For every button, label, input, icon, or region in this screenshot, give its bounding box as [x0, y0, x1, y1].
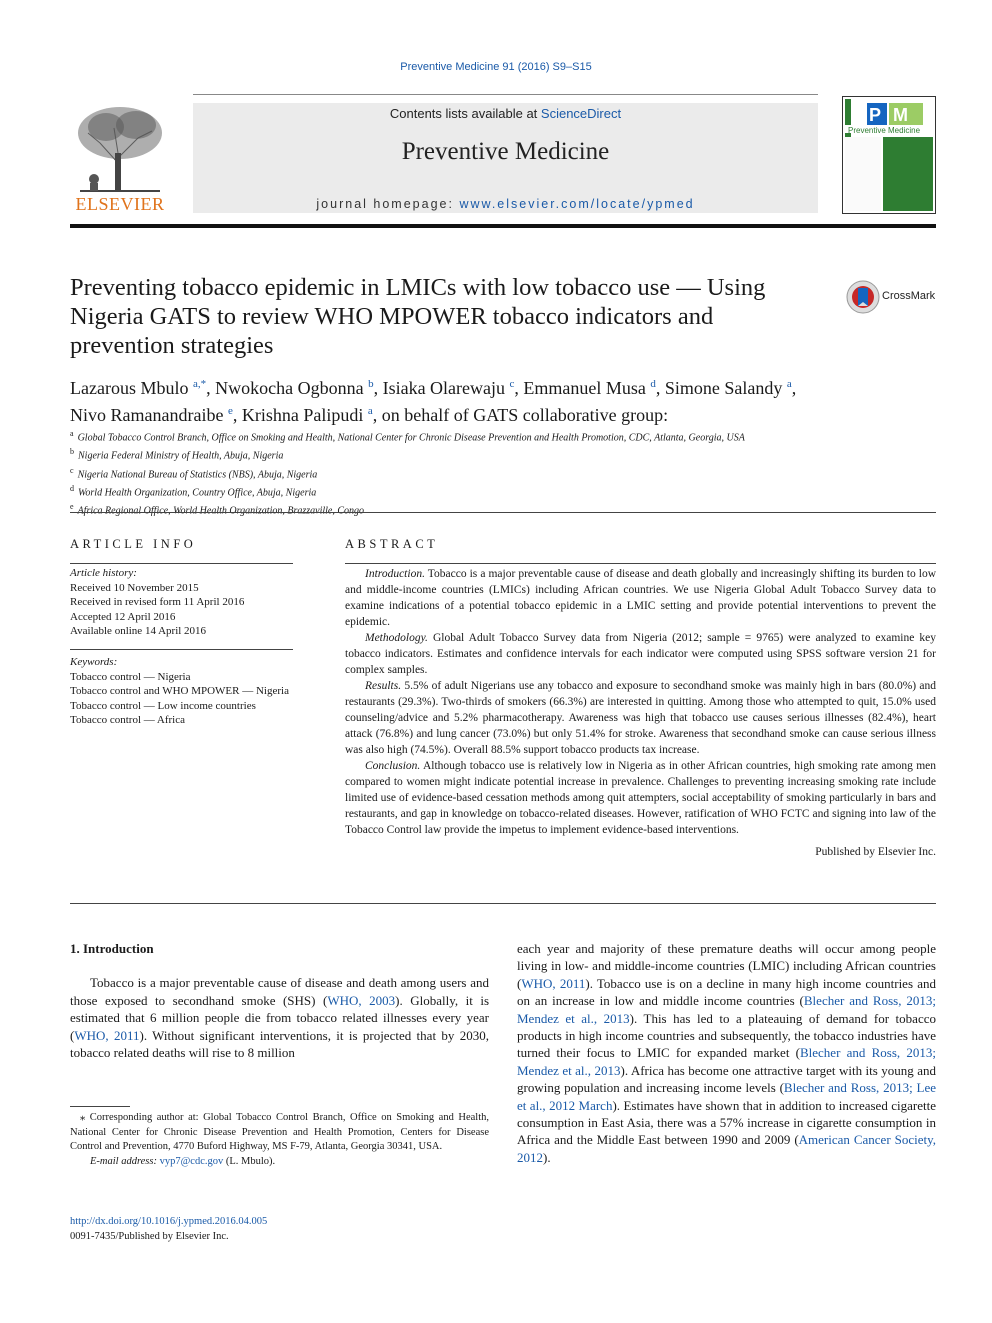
body-text: ). Tobacco use is on a decline in many high income countries and on an increase in low and middle income countries (	[517, 975, 936, 1009]
citation-link[interactable]: Blecher and Ross, 2013; Lee et al., 2012 March	[517, 1080, 936, 1113]
keyword-item: Tobacco control — Low income countries	[70, 699, 256, 712]
body-text: Tobacco is a major preventable cause of disease and death among users and those exposed to secondhand smoke (SHS) (	[70, 975, 489, 1008]
keywords-label: Keywords:	[70, 656, 118, 668]
abstract-rule	[345, 563, 936, 564]
section-heading: 1. Introduction	[70, 941, 154, 956]
journal-homepage	[193, 197, 818, 211]
issn-line: 0091-7435/Published by Elsevier Inc.	[70, 1230, 229, 1242]
homepage-prefix: journal homepage:	[316, 197, 460, 211]
author-name[interactable]: Nivo Ramanandraibe	[70, 405, 228, 425]
footnote-rule	[70, 1106, 130, 1107]
cover-title: Preventive Medicine	[848, 126, 921, 135]
abstract-label: Results.	[365, 680, 402, 692]
history-item: Accepted 12 April 2016	[70, 610, 176, 623]
abstract-paragraph	[345, 630, 936, 678]
history-item: Received in revised form 11 April 2016	[70, 596, 245, 608]
affiliation-key: b	[70, 447, 74, 457]
abstract-label: Methodology.	[365, 632, 428, 644]
author-name[interactable]: Lazarous Mbulo	[70, 378, 193, 398]
author-separator: ,	[514, 378, 524, 398]
doi-block	[70, 1215, 267, 1244]
body-right-column	[517, 940, 936, 1166]
citation-link[interactable]: WHO, 2011	[521, 975, 586, 991]
affiliation-key: d	[70, 483, 74, 493]
abstract-paragraph	[345, 566, 936, 630]
body-left-column	[70, 940, 489, 1061]
journal-name: Preventive Medicine	[401, 138, 610, 165]
keywords-rule	[70, 649, 293, 650]
author-separator: , on behalf of GATS collaborative group:	[372, 405, 669, 425]
affiliation-item	[70, 482, 936, 500]
citation-link[interactable]: Blecher and Ross, 2013; Mendez et al., 2013	[517, 993, 936, 1026]
author-name[interactable]: Nwokocha Ogbonna	[215, 378, 369, 398]
homepage-link[interactable]: www.elsevier.com/locate/ypmed	[459, 197, 695, 211]
keyword-item: Tobacco control — Africa	[70, 714, 185, 726]
citation-link[interactable]: WHO, 2011	[74, 1027, 140, 1043]
body-text: ). This has led to a plateauing of demand for tobacco products in high income countries and subsequently, the tobacco industries have turned their focus to LMIC for expanded market (	[517, 1010, 936, 1061]
article-info-rule	[70, 563, 293, 564]
affiliation-text: Nigeria National Bureau of Statistics (NBS), Abuja, Nigeria	[77, 468, 318, 480]
affiliation-rule	[70, 512, 936, 513]
email-link[interactable]: vyp7@cdc.gov	[159, 1155, 224, 1167]
author-name[interactable]: Emmanuel Musa	[523, 378, 651, 398]
svg-text:M: M	[893, 105, 908, 125]
abstract-paragraph	[345, 678, 936, 758]
elsevier-tree-icon	[70, 103, 170, 195]
email-suffix: (L. Mbulo).	[223, 1155, 276, 1167]
abstract-body	[345, 566, 936, 860]
email-label: E-mail address:	[90, 1155, 157, 1167]
author-name[interactable]: Krishna Palipudi	[241, 405, 368, 425]
history-item: Available online 14 April 2016	[70, 625, 207, 637]
body-text: ). Without significant interventions, it is projected that by 2030, tobacco related deaths will rise to 8 million	[70, 1027, 489, 1061]
citation-link[interactable]: American Cancer Society, 2012	[517, 1132, 936, 1165]
crossmark-label: CrossMark	[882, 290, 936, 302]
author-separator: ,	[232, 405, 242, 425]
author-separator: ,	[206, 378, 216, 398]
crossmark-button[interactable]	[846, 280, 936, 316]
affiliation-item	[70, 464, 936, 482]
citation-link[interactable]: Blecher and Ross, 2013; Mendez et al., 2013	[517, 1045, 936, 1078]
contents-line	[193, 106, 818, 121]
keyword-item: Tobacco control — Nigeria	[70, 670, 191, 683]
abstract-text: Global Adult Tobacco Survey data from Nigeria (2012; sample = 9765) were analyzed to examine key tobacco indicators. Estimates and confidence intervals for each indicator were computed using SPSS software version 21 for complex samples.	[345, 632, 936, 676]
article-info-heading: ARTICLE INFO	[70, 537, 197, 551]
abstract-heading: ABSTRACT	[345, 537, 439, 551]
affiliation-item	[70, 445, 936, 463]
author-affiliation-marker[interactable]: a	[367, 405, 373, 417]
elsevier-logo	[70, 103, 170, 213]
affiliation-text: Global Tobacco Control Branch, Office on Smoking and Health, National Center for Chronic Disease Prevention and Health Promotion, CDC, Atlanta, Georgia, USA	[77, 432, 745, 444]
affiliation-key: a	[70, 429, 74, 438]
author-list	[70, 373, 936, 427]
abstract-label: Introduction.	[365, 568, 425, 580]
abstract-text: Although tobacco use is relatively low in Nigeria as in other African countries, high smoking rate among men compared to women might indicate potential increase in prevalence. Challenges to preventing increasing smoking rate include limited use of evidence-based cessation methods among quit attempters, social acceptability of smoking particularly in bars and restaurants, and gap in knowledge on tobacco-related diseases. However, ratification of WHO FCTC and signing into law of the Tobacco Control law provide the impetus to implement evidence-based interventions.	[345, 760, 936, 836]
body-text: each year and majority of these premature deaths will occur among people living in low- and middle-income countries (LMIC) including African countries (	[517, 941, 936, 991]
author-name[interactable]: Simone Salandy	[664, 378, 787, 398]
author-separator: ,	[655, 378, 665, 398]
article-info	[70, 566, 293, 639]
affiliation-item	[70, 500, 936, 518]
article-title: Preventing tobacco epidemic in LMICs with low tobacco use — Using Nigeria GATS to review WHO MPOWER tobacco indicators and prevention strategies	[70, 274, 766, 359]
abstract-paragraph	[345, 758, 936, 838]
header-rule	[193, 94, 818, 95]
author-affiliation-marker[interactable]: d	[650, 378, 656, 390]
keywords	[70, 655, 293, 728]
email-line	[70, 1155, 489, 1170]
journal-citation[interactable]: Preventive Medicine 91 (2016) S9–S15	[400, 61, 592, 73]
affiliation-item	[70, 427, 936, 445]
journal-cover-image	[843, 97, 935, 213]
published-by: Published by Elsevier Inc.	[815, 846, 936, 858]
contents-prefix: Contents lists available at	[389, 106, 541, 121]
author-affiliation-marker[interactable]: a,*	[192, 378, 207, 390]
journal-banner	[193, 103, 818, 213]
body-paragraph	[70, 974, 489, 1061]
abstract-text: 5.5% of adult Nigerians use any tobacco and exposure to secondhand smoke was mainly high in bars (80.0%) and restaurants (29.3%). Two-thirds of smokers (66.3%) are interested in quitting. Among those who attempted to quit, 15.0% used counseling/advice and 5.2% pharmacotherapy. Awareness was high that tobacco use causes serious illnesses (82.4%), heart attack (76.8%) and lung cancer (73.0%) but only 51.4% for stroke. Awareness that secondhand smoke can cause serious illness was also high (74.5%). Overall 88.5% support tobacco products tax increase.	[345, 680, 936, 756]
header-thick-rule	[70, 224, 936, 228]
abstract-label: Conclusion.	[365, 760, 421, 772]
corresponding-author: ⁎ Corresponding author at: Global Tobacco Control Branch, Office on Smoking and Health, National Center for Chronic Disease Prevention and Health Promotion, Centers for Disease Control and Prevention, 4770 Buford Highway, MS F-79, Atlanta, Georgia 30341, USA.	[70, 1112, 489, 1152]
affiliations	[70, 427, 936, 519]
doi-link[interactable]: http://dx.doi.org/10.1016/j.ypmed.2016.04.005	[70, 1216, 268, 1227]
body-text: ). Globally, it is estimated that 6 million people die from tobacco related illnesses every year (	[70, 992, 490, 1043]
body-text: ). Africa has become one attractive target with its young and growing population and increasing income levels (	[517, 1062, 936, 1096]
crossmark-icon	[846, 280, 880, 314]
body-text: ). Estimates have shown that in addition to increased cigarette consumption in East Asia, there was a 57% increase in cigarette consumption in Africa and the Middle East between 1990 and 2009 (	[517, 1097, 936, 1148]
affiliation-key: e	[70, 502, 74, 512]
affiliation-text: World Health Organization, Country Office, Abuja, Nigeria	[78, 487, 317, 499]
affiliation-key: c	[70, 465, 74, 475]
author-separator: ,	[791, 378, 797, 398]
author-name[interactable]: Isiaka Olarewaju	[382, 378, 510, 398]
author-affiliation-marker[interactable]: c	[509, 378, 515, 390]
body-paragraph	[517, 940, 936, 1166]
sciencedirect-link[interactable]: ScienceDirect	[540, 106, 622, 121]
journal-cover	[842, 96, 936, 214]
author-separator: ,	[373, 378, 383, 398]
abstract-text: Tobacco is a major preventable cause of disease and death globally and increasingly shifting its burden to low and middle-income countries (LMICs) including African countries. We use Nigeria Global Adult Tobacco Survey data to examine indications of a potential tobacco epidemic in a LMIC setting and provide potential interventions to prevent the epidemic.	[345, 568, 936, 628]
corresponding-footnote	[70, 1111, 489, 1169]
svg-text:P: P	[869, 105, 882, 125]
author-affiliation-marker[interactable]: b	[368, 378, 374, 390]
history-label: Article history:	[70, 567, 137, 579]
citation-link[interactable]: WHO, 2003	[327, 992, 396, 1008]
body-text: ).	[543, 1149, 551, 1165]
author-affiliation-marker[interactable]: a	[786, 378, 792, 390]
elsevier-wordmark: ELSEVIER	[75, 194, 165, 214]
history-item: Received 10 November 2015	[70, 581, 199, 594]
author-affiliation-marker[interactable]: e	[227, 405, 233, 417]
affiliation-text: Nigeria Federal Ministry of Health, Abuja, Nigeria	[78, 450, 284, 462]
keyword-item: Tobacco control and WHO MPOWER — Nigeria	[70, 685, 289, 697]
abstract-end-rule	[70, 903, 936, 904]
